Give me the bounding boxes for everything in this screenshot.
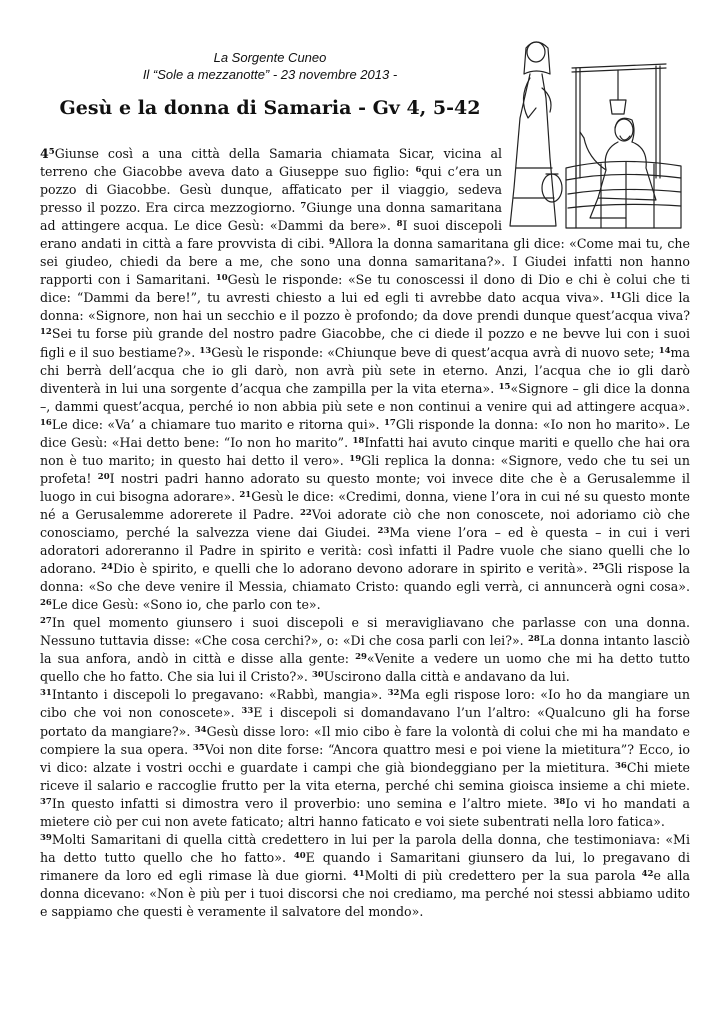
- verse-text: Gli rispose la donna: «So che deve venire il Messia, chiamato Cristo: quando egli verrà, ci annuncerà ogni cosa».: [40, 561, 690, 595]
- paragraph: [40, 831, 690, 921]
- verse-number: 10: [215, 273, 228, 284]
- verse-text: Gli dice la donna: «Signore, non hai un secchio e il pozzo è profondo; da dove prendi dunque quest’acqua viva?: [40, 290, 690, 324]
- verse-text: Molti di più credettero per la sua parola: [364, 867, 642, 883]
- verse-text: Gli risponde la donna: «Io non ho marito». Le dice Gesù: «Hai detto bene: “Io non ho marito”.: [40, 416, 691, 450]
- verse-text: Giunge una donna samaritana ad attingere acqua. Le dice Gesù: «Dammi da bere».: [40, 200, 502, 234]
- verse-number: 16: [40, 417, 52, 428]
- verse-text: Infatti hai avuto cinque mariti e quello che hai ora non è tuo marito; in questo hai detto il vero».: [40, 434, 690, 468]
- paragraph: [40, 614, 690, 686]
- verse-text: E quando i Samaritani giunsero da lui, lo pregavano di rimanere da loro ed egli rimase là due giorni.: [40, 849, 691, 883]
- verse-text: Le dice Gesù: «Sono io, che parlo con te».: [51, 597, 321, 613]
- header-date: Il “Sole a mezzanotte” - 23 novembre 2013 -: [142, 67, 398, 82]
- header-source: La Sorgente Cuneo: [213, 50, 327, 65]
- verse-number: 17: [384, 417, 396, 428]
- verse-text: e alla donna dicevano: «Non è più per i tuoi discorsi che noi crediamo, ma perché noi stessi abbiamo udito e sappiamo che questi è veramente il salvatore del mondo».: [40, 867, 690, 919]
- verse-number: 41: [352, 868, 365, 879]
- verse-text: «Signore – gli dice la donna –, dammi quest’acqua, perché io non abbia più sete e non continui a venire qui ad attingere acqua».: [40, 380, 690, 414]
- verse-number: 32: [387, 688, 400, 699]
- verse-number: 5: [48, 147, 55, 157]
- chapter-number: 4: [40, 146, 49, 161]
- verse-number: 14: [658, 345, 671, 356]
- verse-text: Molti Samaritani di quella città credettero in lui per la parola della donna, che testimoniava: «Mi ha detto tutto quello che ho fatto».: [40, 831, 690, 865]
- verse-number: 42: [641, 868, 654, 879]
- verse-text: Io vi ho mandati a mietere ciò per cui non avete faticato; altri hanno faticato e voi siete subentrati nella loro fatica».: [40, 795, 690, 829]
- verse-number: 35: [192, 742, 205, 753]
- verse-number: 7: [300, 201, 307, 212]
- verse-text: Gesù le risponde: «Se tu conoscessi il dono di Dio e chi è colui che ti dice: “Dammi da bere!”, tu avresti chiesto a lui ed egli ti avrebbe dato acqua viva».: [40, 272, 690, 306]
- verse-number: 9: [328, 237, 335, 248]
- illustration-spacer: [502, 145, 690, 227]
- verse-number: 18: [352, 435, 365, 446]
- verse-text: Ma viene l’ora – ed è questa – in cui i veri adoratori adoreranno il Padre in spirito e verità: così infatti il Padre vuole che siano quelli che lo adorano.: [40, 524, 691, 577]
- verse-text: In questo infatti si dimostra vero il proverbio: uno semina e l’altro miete.: [51, 795, 554, 811]
- verse-number: 25: [592, 562, 605, 573]
- verse-text: qui c’era un pozzo di Giacobbe. Gesù dunque, affaticato per il viaggio, sedeva presso il pozzo. Era circa mezzogiorno.: [40, 164, 503, 216]
- verse-number: 28: [527, 634, 540, 645]
- verse-number: 34: [194, 724, 207, 735]
- verse-text: Gesù le risponde: «Chiunque beve di quest’acqua avrà di nuovo sete;: [211, 344, 659, 360]
- verse-text: «Venite a vedere un uomo che mi ha detto tutto quello che ho fatto. Che sia lui il Cristo?».: [40, 651, 690, 685]
- verse-text: Giunse così a una città della Samaria chiamata Sicar, vicina al terreno che Giacobbe aveva dato a Giuseppe suo figlio:: [40, 146, 502, 180]
- verse-text: Intanto i discepoli lo pregavano: «Rabbì, mangia».: [51, 687, 388, 703]
- verse-number: 13: [199, 345, 212, 356]
- verse-number: 26: [40, 598, 52, 609]
- verse-text: ma chi berrà dell’acqua che io gli darò, non avrà più sete in eterno. Anzi, l’acqua che io gli darò diventerà in lui una sorgente d’acqua che zampilla per la vita eterna».: [40, 344, 690, 396]
- verse-text: In quel momento giunsero i suoi discepoli e si meravigliavano che parlasse con una donna. Nessuno tuttavia disse: «Che cosa cerchi?», o: «Di che cosa parli con lei?».: [40, 615, 690, 649]
- verse-number: 21: [239, 489, 252, 500]
- verse-number: 38: [553, 796, 566, 807]
- verse-text: Gli replica la donna: «Signore, vedo che tu sei un profeta!: [40, 452, 690, 486]
- verse-text: La donna intanto lasciò la sua anfora, andò in città e disse alla gente:: [40, 633, 690, 667]
- verse-text: E i discepoli si domandavano l’un l’altro: «Qualcuno gli ha forse portato da mangiare?».: [40, 705, 690, 739]
- verse-text: I nostri padri hanno adorato su questo monte; voi invece dite che è a Gerusalemme il luogo in cui bisogna adorare».: [40, 470, 690, 504]
- verse-text: Voi adorate ciò che non conoscete, noi adoriamo ciò che conosciamo, perché la salvezza viene dai Giudei.: [40, 506, 690, 540]
- verse-number: 27: [40, 616, 52, 627]
- verse-number: 20: [97, 471, 110, 482]
- verse-number: 19: [349, 453, 362, 464]
- verse-text: I suoi discepoli erano andati in città a fare provvista di cibi.: [40, 218, 502, 252]
- verse-number: 39: [40, 832, 52, 843]
- verse-text: Chi miete riceve il salario e raccoglie frutto per la vita eterna, perché chi semina gioisca insieme a chi miete.: [40, 759, 690, 793]
- verse-number: 40: [293, 850, 306, 861]
- verse-text: Ma egli rispose loro: «Io ho da mangiare un cibo che voi non conoscete».: [40, 687, 691, 721]
- verse-text: Dio è spirito, e quelli che lo adorano devono adorare in spirito e verità».: [112, 561, 593, 577]
- verse-number: 24: [101, 562, 113, 573]
- verse-number: 30: [311, 670, 324, 681]
- verse-text: Sei tu forse più grande del nostro padre Giacobbe, che ci diede il pozzo e ne bevve lui con i suoi figli e il suo bestiame?».: [40, 326, 690, 360]
- verse-text: Allora la donna samaritana gli dice: «Come mai tu, che sei giudeo, chiedi da bere a me, che sono una donna samaritana?». I Giudei infatti non hanno rapporti con i Samaritani.: [40, 236, 690, 288]
- verse-number: 8: [396, 219, 403, 230]
- verse-text: Uscirono dalla città e andavano da lui.: [323, 669, 570, 685]
- verse-number: 11: [609, 291, 622, 302]
- verse-number: 12: [40, 327, 52, 338]
- paragraph: [40, 686, 690, 830]
- verse-number: 29: [355, 652, 367, 663]
- verse-number: 31: [40, 688, 52, 699]
- verse-number: 37: [40, 796, 52, 807]
- verse-number: 22: [299, 507, 312, 518]
- verse-number: 23: [377, 525, 390, 536]
- verse-text: Gesù disse loro: «Il mio cibo è fare la volontà di colui che mi ha mandato e compiere la sua opera.: [40, 723, 690, 757]
- verse-number: 36: [614, 760, 627, 771]
- page-title: Gesù e la donna di Samaria - Gv 4, 5-42: [59, 97, 481, 119]
- verse-number: 6: [415, 165, 422, 176]
- verse-text: Le dice: «Va’ a chiamare tuo marito e ritorna qui».: [51, 416, 384, 432]
- gospel-text: [40, 145, 690, 921]
- verse-number: 33: [241, 706, 254, 717]
- verse-number: 15: [498, 381, 511, 392]
- verse-text: Voi non dite forse: “Ancora quattro mesi e poi viene la mietitura”? Ecco, io vi dico: alzate i vostri occhi e guardate i campi che già biondeggiano per la mietitura.: [40, 741, 690, 775]
- verse-text: Gesù le dice: «Credimi, donna, viene l’ora in cui né su questo monte né a Gerusalemme adorerete il Padre.: [40, 488, 690, 522]
